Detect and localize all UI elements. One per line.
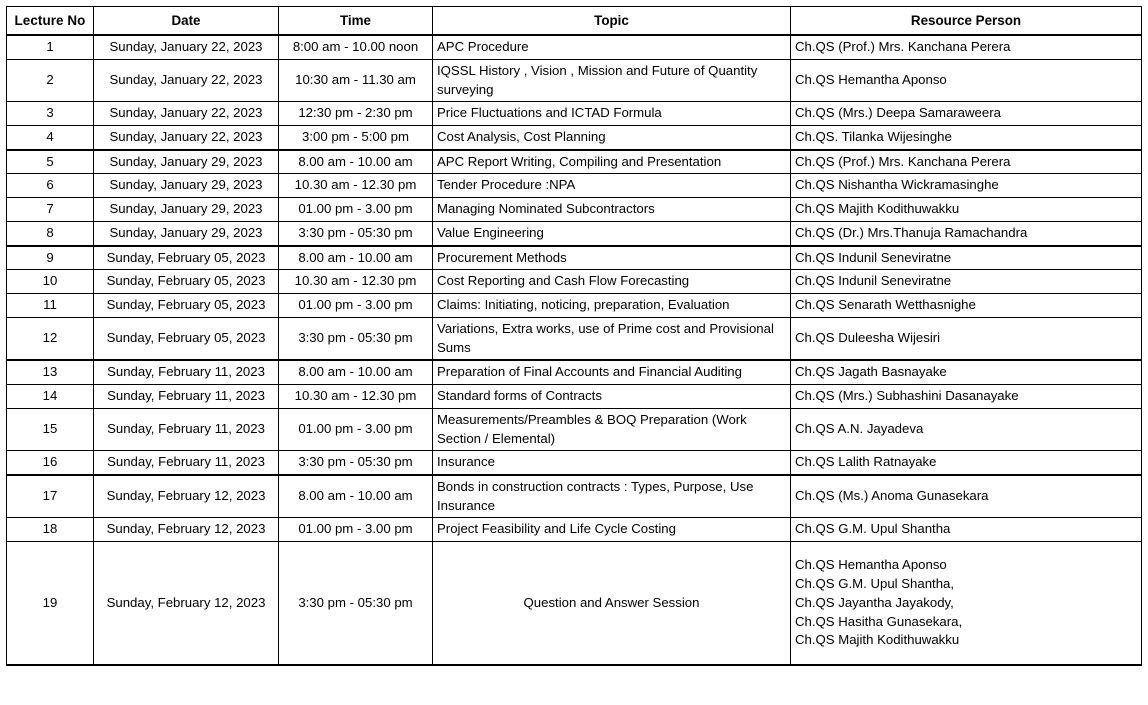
cell-time: 8.00 am - 10.00 am [279, 475, 433, 518]
table-row [7, 408, 1142, 450]
cell-lecture-no: 16 [7, 451, 94, 475]
cell-resource-person: Ch.QS. Tilanka Wijesinghe [791, 125, 1142, 149]
cell-topic: Procurement Methods [433, 246, 791, 270]
resource-person-line: Ch.QS Hemantha Aponso [795, 557, 947, 573]
resource-person-line: Ch.QS Majith Kodithuwakku [795, 632, 960, 648]
cell-date: Sunday, February 05, 2023 [94, 317, 279, 360]
cell-time: 10:30 am - 11.30 am [279, 59, 433, 101]
cell-resource-person: Ch.QS Duleesha Wijesiri [791, 317, 1142, 360]
cell-resource-person: Ch.QS (Mrs.) Subhashini Dasanayake [791, 385, 1142, 409]
cell-resource-person: Ch.QS (Prof.) Mrs. Kanchana Perera [791, 35, 1142, 59]
table-row [7, 475, 1142, 518]
cell-resource-person: Ch.QS (Mrs.) Deepa Samaraweera [791, 102, 1142, 126]
cell-time: 3:30 pm - 05:30 pm [279, 221, 433, 245]
column-header-topic: Topic [433, 7, 791, 36]
cell-resource-person: Ch.QS Indunil Seneviratne [791, 246, 1142, 270]
cell-lecture-no: 19 [7, 542, 94, 666]
cell-resource-person: Ch.QS Indunil Seneviratne [791, 270, 1142, 294]
cell-lecture-no: 11 [7, 294, 94, 318]
cell-lecture-no: 1 [7, 35, 94, 59]
cell-topic: Measurements/Preambles & BOQ Preparation (Work Section / Elemental) [433, 408, 791, 450]
table-row [7, 198, 1142, 222]
cell-lecture-no: 8 [7, 221, 94, 245]
table-row [7, 150, 1142, 174]
cell-lecture-no: 7 [7, 198, 94, 222]
cell-topic: Preparation of Final Accounts and Financial Auditing [433, 360, 791, 384]
cell-lecture-no: 10 [7, 270, 94, 294]
cell-date: Sunday, February 11, 2023 [94, 360, 279, 384]
cell-lecture-no: 4 [7, 125, 94, 149]
table-row [7, 221, 1142, 245]
lecture-schedule-table [6, 6, 1142, 666]
table-row [7, 360, 1142, 384]
column-header-resource-person: Resource Person [791, 7, 1142, 36]
table-header [7, 7, 1142, 36]
cell-time: 3:00 pm - 5:00 pm [279, 125, 433, 149]
cell-lecture-no: 3 [7, 102, 94, 126]
cell-resource-person: Ch.QS Nishantha Wickramasinghe [791, 174, 1142, 198]
cell-time: 3:30 pm - 05:30 pm [279, 542, 433, 666]
table-row [7, 542, 1142, 666]
table-row [7, 451, 1142, 475]
cell-time: 3:30 pm - 05:30 pm [279, 317, 433, 360]
cell-lecture-no: 14 [7, 385, 94, 409]
cell-time: 01.00 pm - 3.00 pm [279, 294, 433, 318]
cell-date: Sunday, January 22, 2023 [94, 59, 279, 101]
resource-person-line: Ch.QS G.M. Upul Shantha, [795, 576, 955, 592]
cell-date: Sunday, February 11, 2023 [94, 408, 279, 450]
schedule-container [6, 6, 1141, 666]
cell-resource-person: Ch.QS G.M. Upul Shantha [791, 518, 1142, 542]
cell-topic: Managing Nominated Subcontractors [433, 198, 791, 222]
cell-lecture-no: 15 [7, 408, 94, 450]
resource-person-line: Ch.QS Jayantha Jayakody, [795, 594, 954, 610]
table-row [7, 518, 1142, 542]
cell-topic: APC Report Writing, Compiling and Presentation [433, 150, 791, 174]
cell-topic: Question and Answer Session [433, 542, 791, 666]
table-row [7, 294, 1142, 318]
cell-time: 8.00 am - 10.00 am [279, 150, 433, 174]
cell-date: Sunday, February 12, 2023 [94, 542, 279, 666]
column-header-date: Date [94, 7, 279, 36]
cell-date: Sunday, February 12, 2023 [94, 518, 279, 542]
cell-resource-person: Ch.QS Majith Kodithuwakku [791, 198, 1142, 222]
table-row [7, 385, 1142, 409]
cell-date: Sunday, February 11, 2023 [94, 385, 279, 409]
cell-date: Sunday, February 11, 2023 [94, 451, 279, 475]
cell-lecture-no: 9 [7, 246, 94, 270]
cell-time: 01.00 pm - 3.00 pm [279, 518, 433, 542]
cell-lecture-no: 2 [7, 59, 94, 101]
cell-time: 01.00 pm - 3.00 pm [279, 408, 433, 450]
cell-resource-person: Ch.QS Senarath Wetthasnighe [791, 294, 1142, 318]
header-row [7, 7, 1142, 36]
cell-date: Sunday, January 29, 2023 [94, 174, 279, 198]
cell-lecture-no: 13 [7, 360, 94, 384]
cell-topic: Bonds in construction contracts : Types, Purpose, Use Insurance [433, 475, 791, 518]
table-row [7, 125, 1142, 149]
cell-date: Sunday, January 22, 2023 [94, 102, 279, 126]
cell-topic: IQSSL History , Vision , Mission and Future of Quantity surveying [433, 59, 791, 101]
cell-topic: Value Engineering [433, 221, 791, 245]
cell-lecture-no: 12 [7, 317, 94, 360]
cell-resource-person: Ch.QS Lalith Ratnayake [791, 451, 1142, 475]
cell-date: Sunday, January 29, 2023 [94, 221, 279, 245]
table-row [7, 174, 1142, 198]
cell-resource-person: Ch.QS (Prof.) Mrs. Kanchana Perera [791, 150, 1142, 174]
cell-date: Sunday, February 05, 2023 [94, 270, 279, 294]
table-row [7, 246, 1142, 270]
cell-lecture-no: 18 [7, 518, 94, 542]
table-row [7, 35, 1142, 59]
cell-resource-person: Ch.QS (Ms.) Anoma Gunasekara [791, 475, 1142, 518]
cell-resource-person [791, 542, 1142, 666]
cell-time: 8:00 am - 10.00 noon [279, 35, 433, 59]
cell-topic: Cost Reporting and Cash Flow Forecasting [433, 270, 791, 294]
cell-topic: Tender Procedure :NPA [433, 174, 791, 198]
cell-time: 12:30 pm - 2:30 pm [279, 102, 433, 126]
cell-date: Sunday, February 05, 2023 [94, 294, 279, 318]
cell-lecture-no: 5 [7, 150, 94, 174]
cell-time: 01.00 pm - 3.00 pm [279, 198, 433, 222]
cell-resource-person: Ch.QS (Dr.) Mrs.Thanuja Ramachandra [791, 221, 1142, 245]
table-row [7, 59, 1142, 101]
cell-time: 8.00 am - 10.00 am [279, 246, 433, 270]
cell-topic: Project Feasibility and Life Cycle Costing [433, 518, 791, 542]
cell-time: 10.30 am - 12.30 pm [279, 385, 433, 409]
resource-person-list [795, 556, 1137, 650]
cell-date: Sunday, January 22, 2023 [94, 125, 279, 149]
cell-topic: Cost Analysis, Cost Planning [433, 125, 791, 149]
cell-topic: Insurance [433, 451, 791, 475]
cell-date: Sunday, January 29, 2023 [94, 198, 279, 222]
cell-time: 8.00 am - 10.00 am [279, 360, 433, 384]
cell-topic: Variations, Extra works, use of Prime cost and Provisional Sums [433, 317, 791, 360]
cell-lecture-no: 6 [7, 174, 94, 198]
cell-resource-person: Ch.QS Jagath Basnayake [791, 360, 1142, 384]
cell-time: 10.30 am - 12.30 pm [279, 270, 433, 294]
column-header-time: Time [279, 7, 433, 36]
cell-lecture-no: 17 [7, 475, 94, 518]
cell-topic: Price Fluctuations and ICTAD Formula [433, 102, 791, 126]
cell-time: 10.30 am - 12.30 pm [279, 174, 433, 198]
cell-date: Sunday, January 29, 2023 [94, 150, 279, 174]
table-body [7, 35, 1142, 665]
cell-topic: APC Procedure [433, 35, 791, 59]
cell-date: Sunday, February 12, 2023 [94, 475, 279, 518]
table-row [7, 102, 1142, 126]
cell-topic: Claims: Initiating, noticing, preparation, Evaluation [433, 294, 791, 318]
cell-time: 3:30 pm - 05:30 pm [279, 451, 433, 475]
table-row [7, 317, 1142, 360]
cell-resource-person: Ch.QS A.N. Jayadeva [791, 408, 1142, 450]
cell-date: Sunday, February 05, 2023 [94, 246, 279, 270]
cell-resource-person: Ch.QS Hemantha Aponso [791, 59, 1142, 101]
column-header-lecture-no: Lecture No [7, 7, 94, 36]
cell-date: Sunday, January 22, 2023 [94, 35, 279, 59]
cell-topic: Standard forms of Contracts [433, 385, 791, 409]
table-row [7, 270, 1142, 294]
resource-person-line: Ch.QS Hasitha Gunasekara, [795, 613, 963, 629]
